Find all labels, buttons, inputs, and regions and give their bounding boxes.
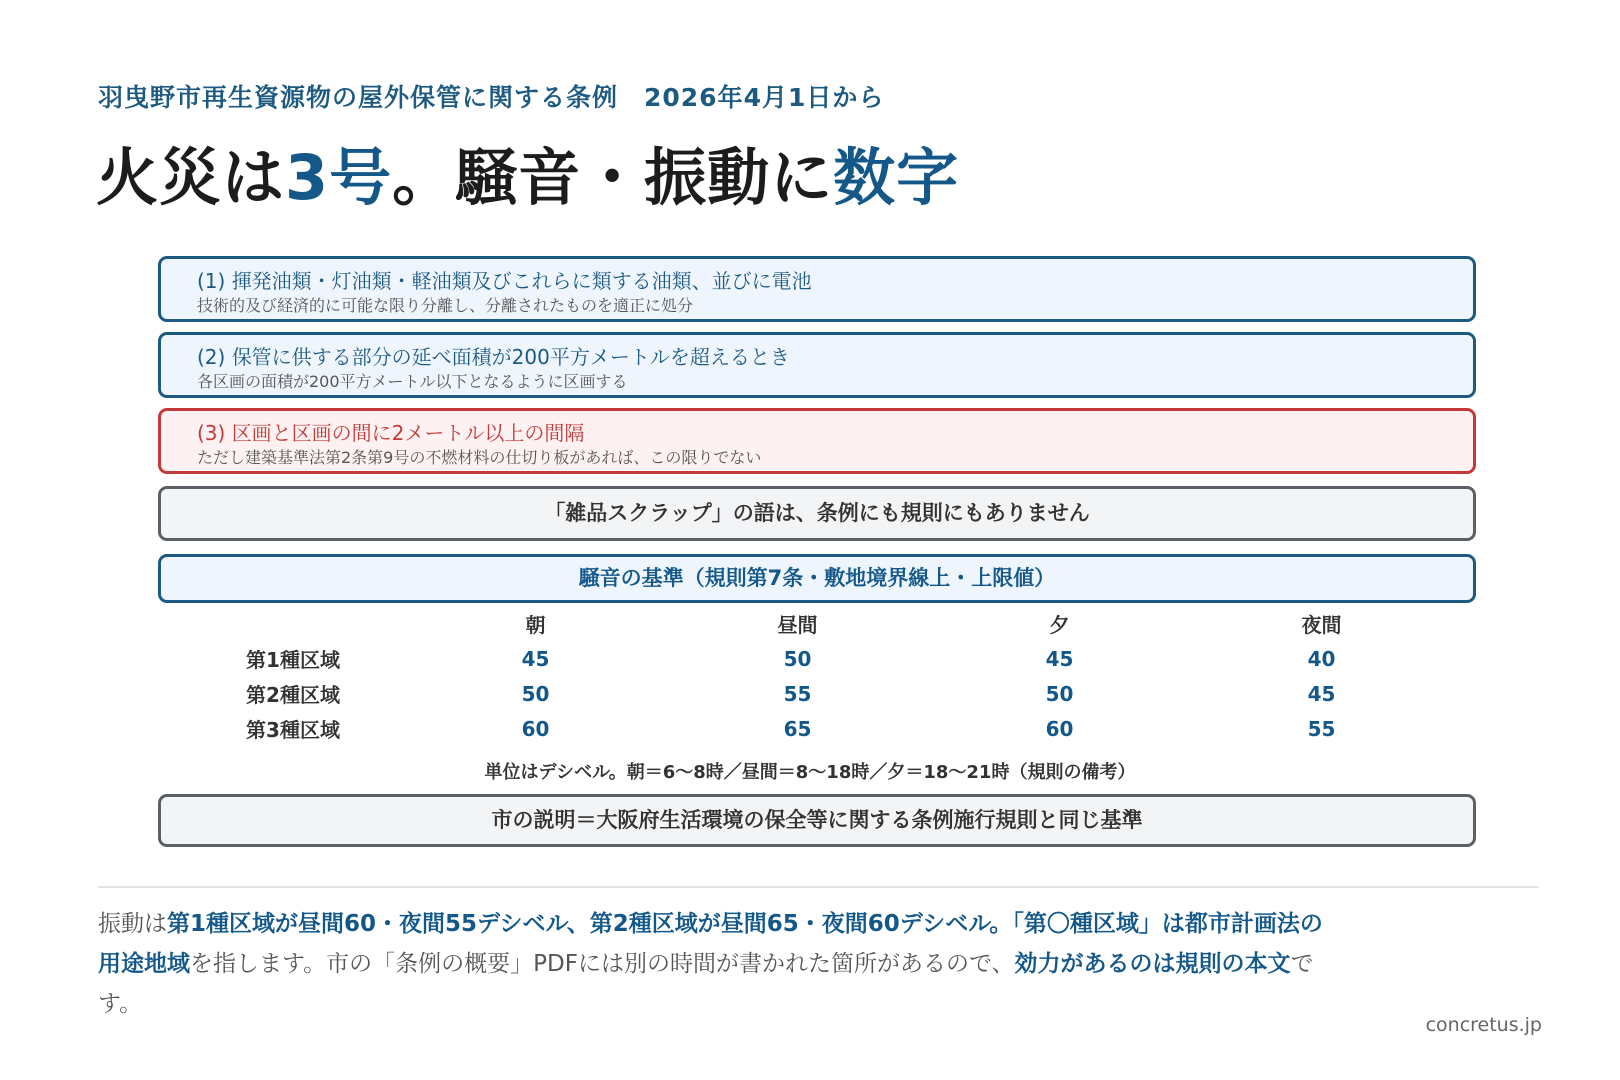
item-detail: 各区画の面積が200平方メートル以下となるように区画する <box>197 372 628 391</box>
headline-part4: 数字 <box>833 141 960 214</box>
zone-label: 第2種区域 <box>246 683 340 707</box>
noise-value: 55 <box>783 681 812 706</box>
item-title: (1) 揮発油類・灯油類・軽油類及びこれらに類する油類、並びに電池 <box>197 269 812 293</box>
table-row <box>158 641 1476 676</box>
headline-part3: 。騒音・振動に <box>392 141 834 214</box>
col-header: 夕 <box>1049 613 1070 637</box>
city-note: 市の説明＝大阪府生活環境の保全等に関する条例施行規則と同じ基準 <box>491 808 1143 832</box>
col-header: 夜間 <box>1301 613 1342 637</box>
col-header: 昼間 <box>777 613 818 637</box>
noise-value: 60 <box>521 716 550 741</box>
item-detail: 技術的及び経済的に可能な限り分離し、分離されたものを適正に処分 <box>197 296 694 315</box>
table-row <box>158 676 1476 711</box>
item-title: (2) 保管に供する部分の延べ面積が200平方メートルを超えるとき <box>197 345 790 369</box>
divider <box>98 886 1538 888</box>
scrap-note-box <box>158 486 1476 541</box>
scrap-note: 「雑品スクラップ」の語は、条例にも規則にもありません <box>544 501 1090 525</box>
noise-value: 50 <box>783 646 812 671</box>
item-box-1 <box>158 256 1476 322</box>
body-text-1: 振動は <box>98 911 167 937</box>
subtitle: 羽曳野市再生資源物の屋外保管に関する条例 2026年4月1日から <box>98 83 885 112</box>
noise-table <box>158 606 1476 746</box>
col-header: 朝 <box>525 613 546 637</box>
headline <box>96 128 959 217</box>
noise-value: 65 <box>783 716 812 741</box>
noise-value: 60 <box>1045 716 1074 741</box>
body-text-2: を指します。市の「条例の概要」PDFには別の時間が書かれた箇所があるので、 <box>190 951 1015 977</box>
noise-value: 45 <box>521 646 550 671</box>
unit-note: 単位はデシベル。朝＝6〜8時／昼間＝8〜18時／夕＝18〜21時（規則の備考） <box>484 762 1136 783</box>
item-detail: ただし建築基準法第2条第9号の不燃材料の仕切り板があれば、この限りでない <box>197 448 762 467</box>
body-bold-1: 第1種区域が昼間60・夜間55デシベル、第2種区域が昼間65・夜間60デシベル。「第〇種区域」は都市計画法の用途地域 <box>98 911 1323 977</box>
table-row <box>158 711 1476 746</box>
noise-title-box <box>158 554 1476 603</box>
noise-value: 40 <box>1307 646 1336 671</box>
body-text-3: です。 <box>98 951 1314 1017</box>
noise-title: 騒音の基準（規則第7条・敷地境界線上・上限値） <box>578 566 1056 590</box>
noise-value: 55 <box>1307 716 1336 741</box>
body-paragraph <box>98 904 1338 1024</box>
city-note-box <box>158 794 1476 847</box>
item-box-3 <box>158 408 1476 474</box>
noise-value: 45 <box>1045 646 1074 671</box>
headline-part2: 3号 <box>285 141 393 214</box>
noise-value: 50 <box>1045 681 1074 706</box>
item-box-2 <box>158 332 1476 398</box>
zone-label: 第3種区域 <box>246 718 340 742</box>
noise-header-row <box>158 606 1476 641</box>
body-bold-2: 効力があるのは規則の本文 <box>1014 951 1291 977</box>
headline-part1: 火災は <box>96 141 286 214</box>
item-title: (3) 区画と区画の間に2メートル以上の間隔 <box>197 421 585 445</box>
zone-label: 第1種区域 <box>246 648 340 672</box>
site-credit: concretus.jp <box>1425 1014 1542 1036</box>
noise-value: 45 <box>1307 681 1336 706</box>
noise-value: 50 <box>521 681 550 706</box>
corner-cell <box>158 606 428 641</box>
